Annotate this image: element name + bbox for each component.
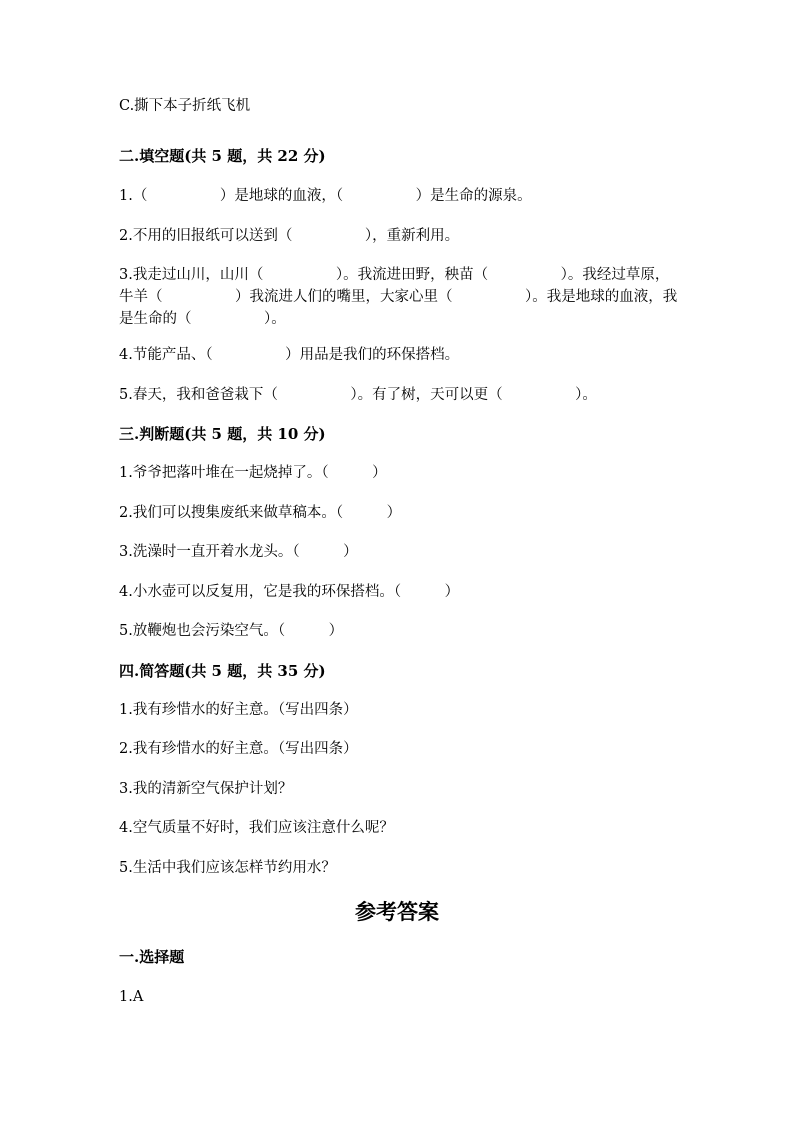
short-question-4: 4.空气质量不好时，我们应该注意什么呢？ (119, 820, 394, 836)
judge-question-2: 2.我们可以搜集废纸来做草稿本。（ ） (119, 505, 402, 521)
section3-title: 三.判断题(共 5 题，共 10 分) (119, 425, 326, 443)
answers-title: 参考答案 (355, 899, 439, 924)
judge-question-5: 5.放鞭炮也会污染空气。（ ） (119, 623, 344, 639)
fill-question-2: 2.不用的旧报纸可以送到（ ），重新利用。 (119, 228, 460, 244)
answer-1: 1.A (119, 989, 144, 1005)
section2-title: 二.填空题(共 5 题，共 22 分) (119, 147, 326, 165)
option-c: C.撕下本子折纸飞机 (119, 98, 251, 114)
fill-question-3: 3.我走过山川，山川（ ）。我流进田野，秧苗（ ）。我经过草原，牛羊（ ）我流进人们的嘴里，大家心里（ ）。我是地球的血液，我是生命的（ ）。 (119, 267, 678, 327)
short-question-3: 3.我的清新空气保护计划？ (119, 781, 293, 797)
judge-question-3: 3.洗澡时一直开着水龙头。（ ） (119, 544, 358, 560)
fill-question-5: 5.春天，我和爸爸栽下（ ）。有了树，天可以更（ ）。 (119, 387, 597, 403)
fill-question-1: 1.（ ）是地球的血液，（ ）是生命的源泉。 (119, 188, 532, 204)
judge-question-4: 4.小水壶可以反复用，它是我的环保搭档。（ ） (119, 584, 460, 600)
short-question-2: 2.我有珍惜水的好主意。（写出四条） (119, 741, 358, 757)
judge-question-1: 1.爷爷把落叶堆在一起烧掉了。（ ） (119, 465, 387, 481)
fill-question-4: 4.节能产品、（ ）用品是我们的环保搭档。 (119, 347, 460, 363)
short-question-5: 5.生活中我们应该怎样节约用水？ (119, 860, 336, 876)
section4-title: 四.简答题(共 5 题，共 35 分) (119, 662, 326, 680)
answers-section1-title: 一.选择题 (119, 948, 185, 966)
short-question-1: 1.我有珍惜水的好主意。（写出四条） (119, 702, 358, 718)
